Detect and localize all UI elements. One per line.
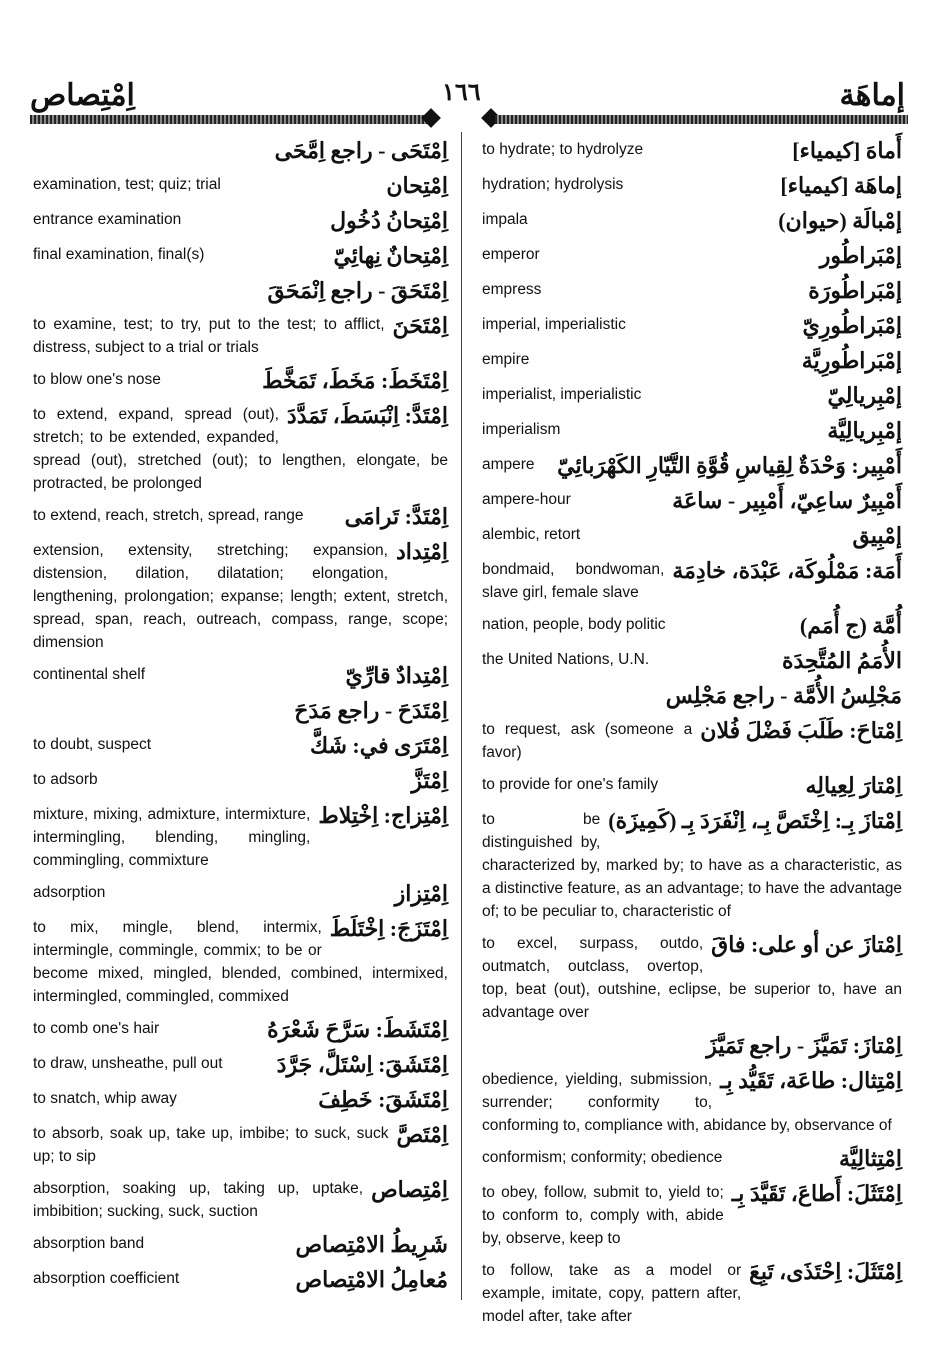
arabic-headword: إمْبَراطُورِيّ (802, 313, 902, 338)
dictionary-entry (33, 504, 448, 530)
arabic-headword: اِمْتِصاص (371, 1177, 448, 1202)
dictionary-entry (33, 916, 448, 1008)
dictionary-entry (482, 173, 902, 199)
arabic-headword: اِمْتِدادٌ قارِّيّ (345, 663, 448, 688)
arabic-headword: اِمْتِثال: طاعَة، تَقَيُّد بِـ (720, 1068, 902, 1093)
arabic-headword: أَمْبِيرٌ ساعِيّ، أَمْبِير - ساعَة (672, 488, 902, 513)
english-definition: to adsorb (33, 771, 98, 788)
arabic-headword: اِمْتَشَقَ: خَطِفَ (318, 1087, 448, 1112)
left-column (33, 138, 448, 1302)
dictionary-entry (33, 539, 448, 654)
arabic-headword: إمْبَراطُورَة (808, 278, 902, 303)
page-number: ١٦٦ (442, 80, 481, 106)
dictionary-entry (482, 683, 902, 709)
arabic-headword: اِمْتازَ بِـ: اِخْتَصَّ بِـ، اِنْفَرَدَ بِـ (كَمِيزَة) (608, 808, 902, 833)
arabic-headword: اِمْتَرَى في: شَكَّ (309, 733, 448, 758)
dictionary-entry (33, 881, 448, 907)
left-guide-word: اِمْتِصاص (30, 79, 135, 112)
english-definition: hydration; hydrolysis (482, 176, 624, 193)
english-definition: to blow one's nose (33, 371, 161, 388)
arabic-headword: اِمْتِثالِيَّة (838, 1146, 902, 1171)
arabic-headword: الأُمَمُ المُتَّحِدَة (781, 648, 902, 673)
arabic-headword: اِمْتازَ عن أو على: فاقَ (711, 932, 902, 957)
english-definition: to follow, take as a model or example, imitate, copy, pattern after, model after, take after (482, 1262, 742, 1325)
english-definition: conformism; conformity; obedience (482, 1149, 723, 1166)
english-definition: extension, extensity, stretching; expansion, distension, dilation, dilatation; elongation, lengthening, prolongation; expanse; length; extent, stretch, spread, span, reach, outreach, compass, range, scope; dimension (33, 542, 448, 651)
dictionary-entry (482, 523, 902, 549)
arabic-headword: أَمَة: مَمْلُوكَة، عَبْدَة، خادِمَة (672, 558, 902, 583)
english-definition: adsorption (33, 884, 106, 901)
dictionary-entry (33, 1017, 448, 1043)
arabic-headword: شَرِيطُ الامْتِصاص (295, 1232, 448, 1257)
header-rule-right (495, 115, 908, 124)
english-definition: to mix, mingle, blend, intermix, intermingle, commingle, commix; to be or become mixed, mingled, blended, combined, intermixed, intermingled, commingled, commixed (33, 919, 448, 1005)
dictionary-entry (33, 243, 448, 269)
arabic-headword: اِمْتَحَقَ - راجع اِنْمَحَقَ (267, 278, 448, 303)
english-definition: final examination, final(s) (33, 246, 205, 263)
english-definition: to doubt, suspect (33, 736, 152, 753)
dictionary-entry (482, 718, 902, 764)
english-definition: absorption band (33, 1235, 145, 1252)
arabic-headword: اِمْتازَ: تَمَيَّزَ - راجع تَمَيَّزَ (706, 1033, 902, 1058)
english-definition: to absorb, soak up, take up, imbibe; to suck, suck up; to sip (33, 1125, 389, 1165)
arabic-headword: اِمْتَصَّ (396, 1122, 448, 1147)
dictionary-entry (33, 173, 448, 199)
dictionary-entry (33, 368, 448, 394)
english-definition: to draw, unsheathe, pull out (33, 1055, 223, 1072)
dictionary-entry (482, 773, 902, 799)
english-definition: imperial, imperialistic (482, 316, 626, 333)
english-definition: alembic, retort (482, 526, 581, 543)
dictionary-entry (482, 208, 902, 234)
dictionary-entry (482, 1068, 902, 1137)
english-definition: mixture, mixing, admixture, intermixture, intermingling, blending, mingling, commingling, commixture (33, 806, 311, 869)
dictionary-entry (482, 453, 902, 479)
column-divider (461, 132, 462, 1300)
arabic-headword: اِمْتَثَلَ: اِحْتَذَى، تَبِعَ (749, 1259, 902, 1284)
arabic-headword: إمْبَراطُور (819, 243, 902, 268)
arabic-headword: إماهَة [كيمياء] (780, 173, 902, 198)
arabic-headword: إمْبِريالِيّ (827, 383, 902, 408)
arabic-headword: مَجْلِسُ الأُمَّة - راجع مَجْلِس (665, 683, 902, 708)
arabic-headword: اِمْتَشَقَ: اِسْتَلَّ، جَرَّدَ (276, 1052, 448, 1077)
arabic-headword: اِمْتَدَحَ - راجع مَدَحَ (294, 698, 448, 723)
header-rule-left (30, 115, 432, 124)
dictionary-entry (482, 1259, 902, 1328)
dictionary-entry (482, 383, 902, 409)
dictionary-entry (482, 808, 902, 923)
english-definition: absorption coefficient (33, 1270, 180, 1287)
arabic-headword: مُعامِلُ الامْتِصاص (295, 1267, 448, 1292)
english-definition: to snatch, whip away (33, 1090, 177, 1107)
dictionary-entry (482, 348, 902, 374)
dictionary-entry (33, 1087, 448, 1113)
arabic-headword: اِمْتِزاز (394, 881, 448, 906)
arabic-headword: اِمْتِحانُ دُخُول (330, 208, 448, 233)
dictionary-entry (33, 313, 448, 359)
arabic-headword: اِمْتاحَ: طَلَبَ فَضْلَ فُلان (700, 718, 902, 743)
dictionary-entry (482, 613, 902, 639)
dictionary-entry (33, 403, 448, 495)
arabic-headword: اِمْتَثَلَ: أَطاعَ، تَقَيَّدَ بِـ (731, 1181, 902, 1206)
arabic-headword: اِمْتَحَى - راجع اِمَّحَى (274, 138, 448, 163)
dictionary-entry (33, 1052, 448, 1078)
dictionary-entry (482, 138, 902, 164)
arabic-headword: أَمْبِير: وَحْدَةٌ لِقِياسِ قُوَّةِ التَّيّارِ الكَهْرَبائِيّ (557, 453, 902, 478)
dictionary-entry (482, 243, 902, 269)
arabic-headword: اِمْتَشَطَ: سَرَّحَ شَعْرَهُ (267, 1017, 448, 1042)
right-column (482, 138, 902, 1337)
arabic-headword: أَماهَ [كيمياء] (792, 138, 902, 163)
dictionary-entry (33, 1267, 448, 1293)
arabic-headword: اِمْتَدَّ: اِنْبَسَطَ، تَمَدَّدَ (286, 403, 448, 428)
arabic-headword: اِمْتِحانٌ نِهائِيّ (333, 243, 448, 268)
dictionary-entry (482, 278, 902, 304)
english-definition: imperialism (482, 421, 561, 438)
english-definition: empress (482, 281, 542, 298)
right-guide-word: إماهَة (839, 79, 905, 112)
arabic-headword: اِمْتارَ لِعِيالِه (805, 773, 902, 798)
arabic-headword: إمْبِيق (852, 523, 902, 548)
english-definition: ampere-hour (482, 491, 571, 508)
dictionary-entry (33, 138, 448, 164)
arabic-headword: إمْبِريالِيَّة (827, 418, 902, 443)
dictionary-entry (33, 278, 448, 304)
english-definition: continental shelf (33, 666, 146, 683)
arabic-headword: إمْبَراطُورِيَّة (801, 348, 902, 373)
english-definition: to examine, test; to try, put to the test; to afflict, distress, subject to a trial or trials (33, 316, 385, 356)
dictionary-entry (482, 418, 902, 444)
english-definition: the United Nations, U.N. (482, 651, 650, 668)
dictionary-entry (482, 1033, 902, 1059)
arabic-headword: اِمْتِزاج: اِخْتِلاط (318, 803, 448, 828)
dictionary-entry (482, 1146, 902, 1172)
dictionary-entry (33, 1177, 448, 1223)
english-definition: examination, test; quiz; trial (33, 176, 221, 193)
arabic-headword: أُمَّة (ج أُمَم) (799, 613, 902, 638)
english-definition: impala (482, 211, 528, 228)
english-definition: to comb one's hair (33, 1020, 160, 1037)
dictionary-entry (33, 768, 448, 794)
dictionary-entry (33, 698, 448, 724)
english-definition: obedience, yielding, submission, surrender; conformity to, conforming to, compliance with, abidance by, observance of (482, 1071, 892, 1134)
arabic-headword: اِمْتَحَنَ (392, 313, 448, 338)
dictionary-entry (33, 733, 448, 759)
arabic-headword: اِمْتَزَّ (411, 768, 448, 793)
arabic-headword: اِمْتَخَطَ: مَخَطَ، تَمَخَّطَ (262, 368, 448, 393)
english-definition: to obey, follow, submit to, yield to; to conform to, comply with, abide by, observe, keep to (482, 1184, 724, 1247)
dictionary-entry (33, 663, 448, 689)
english-definition: absorption, soaking up, taking up, uptake, imbibition; sucking, suck, suction (33, 1180, 364, 1220)
english-definition: to request, ask (someone a favor) (482, 721, 693, 761)
english-definition: nation, people, body politic (482, 616, 666, 633)
dictionary-entry (482, 313, 902, 339)
dictionary-entry (482, 488, 902, 514)
page-header (30, 78, 905, 114)
english-definition: imperialist, imperialistic (482, 386, 642, 403)
dictionary-entry (482, 648, 902, 674)
english-definition: to provide for one's family (482, 776, 659, 793)
english-definition: to extend, reach, stretch, spread, range (33, 507, 304, 524)
arabic-headword: اِمْتِداد (396, 539, 448, 564)
arabic-headword: إمْبالَة (حيوان) (778, 208, 902, 233)
arabic-headword: اِمْتَدَّ: تَرامَى (344, 504, 448, 529)
dictionary-entry (33, 803, 448, 872)
dictionary-entry (482, 932, 902, 1024)
english-definition: to hydrate; to hydrolyze (482, 141, 644, 158)
english-definition: ampere (482, 456, 535, 473)
english-definition: bondmaid, bondwoman, slave girl, female slave (482, 561, 665, 601)
english-definition: entrance examination (33, 211, 182, 228)
dictionary-entry (33, 1122, 448, 1168)
arabic-headword: اِمْتِحان (386, 173, 448, 198)
english-definition: to extend, expand, spread (out), stretch; to be extended, expanded, spread (out), stretched (out); to lengthen, elongate, be protracted, be prolonged (33, 406, 448, 492)
dictionary-entry (482, 558, 902, 604)
arabic-headword: اِمْتَزَجَ: اِخْتَلَطَ (329, 916, 448, 941)
english-definition: emperor (482, 246, 540, 263)
english-definition: empire (482, 351, 530, 368)
english-definition: to be distinguished by, characterized by, marked by; to have as a characteristic, as a distinctive feature, as an advantage; to have the advantage of; to be peculiar to, characteristic of (482, 811, 902, 920)
dictionary-entry (33, 1232, 448, 1258)
dictionary-entry (33, 208, 448, 234)
dictionary-entry (482, 1181, 902, 1250)
english-definition: to excel, surpass, outdo, outmatch, outclass, overtop, top, beat (out), outshine, eclipse, be superior to, have an advantage over (482, 935, 902, 1021)
